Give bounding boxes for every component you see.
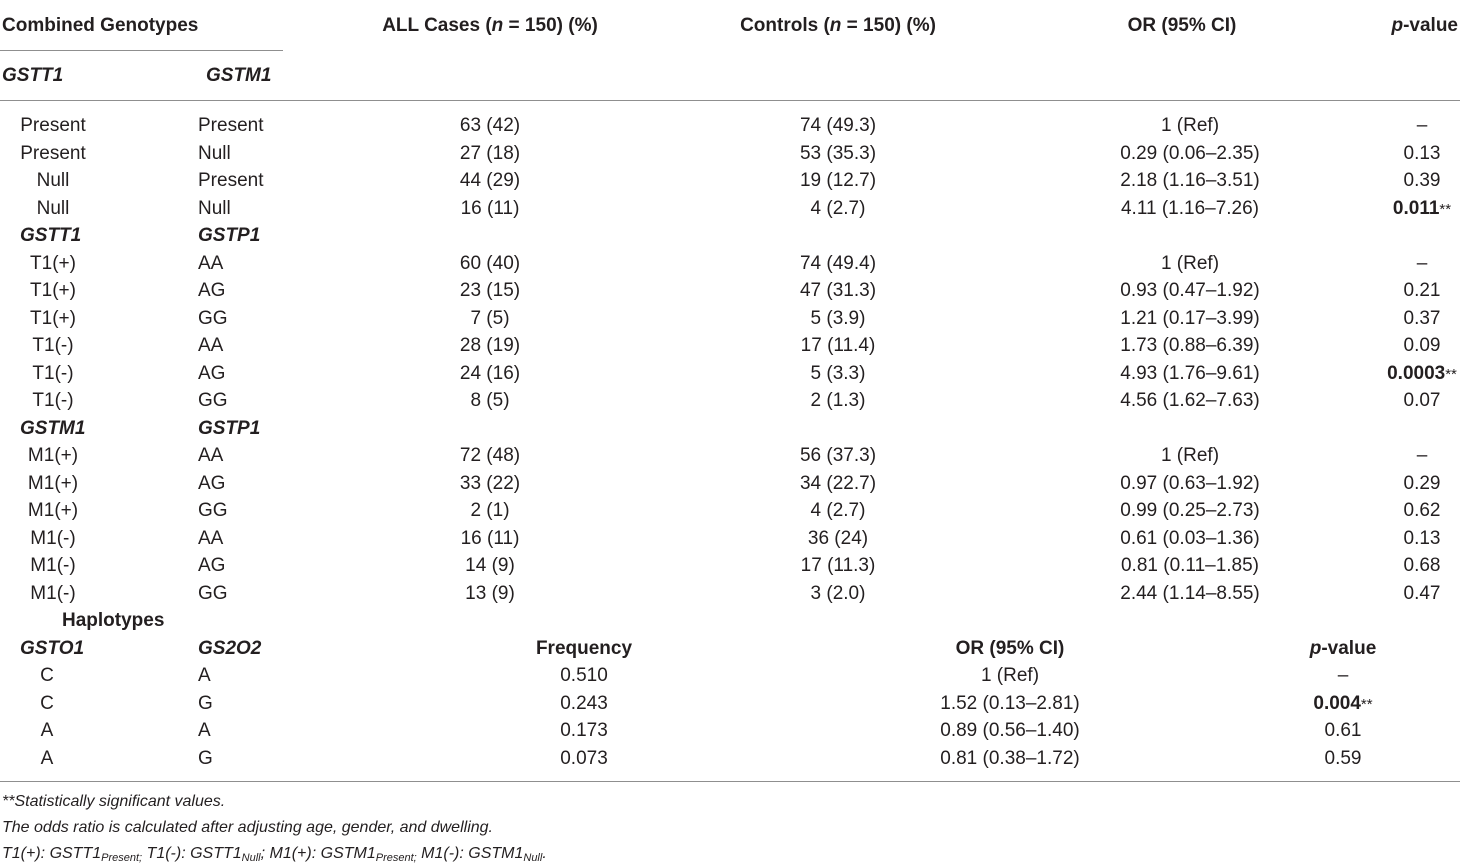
p-value-cell: – xyxy=(1416,253,1428,274)
cases-cell: 16 (11) xyxy=(460,528,520,549)
controls-cell: 4 (2.7) xyxy=(810,500,866,521)
header-or: OR (95% CI) xyxy=(1127,15,1237,36)
or-cell: 4.56 (1.62–7.63) xyxy=(1120,390,1260,411)
or-cell: 0.97 (0.63–1.92) xyxy=(1120,473,1260,494)
controls-cell: 36 (24) xyxy=(807,528,869,549)
or-cell: 0.81 (0.11–1.85) xyxy=(1120,555,1260,576)
genotype-a-cell: T1(-) xyxy=(32,335,74,356)
genotype-a-cell: T1(+) xyxy=(30,308,76,329)
controls-cell: 47 (31.3) xyxy=(799,280,877,301)
header-all-cases: ALL Cases (n = 150) (%) xyxy=(382,15,598,36)
genotype-a-cell: M1(-) xyxy=(30,528,76,549)
header-p-value: p-value xyxy=(1391,15,1458,36)
genotype-b-cell: GG xyxy=(198,500,228,521)
footnote-abbreviations: T1(+): $GSTT1_{Present;}$ T1(-): $GSTT1_{Null}$; M1(+): $GSTM1_{Present;}$ M1(-): $GSTM1_{Null}$. xyxy=(2,845,547,864)
cases-cell: 16 (11) xyxy=(460,198,520,219)
p-value-cell: 0.13 xyxy=(1403,528,1441,549)
cases-cell: 2 (1) xyxy=(470,500,510,521)
or-cell: 4.11 (1.16–7.26) xyxy=(1120,198,1260,219)
cases-cell: 33 (22) xyxy=(459,473,521,494)
section-label-b: GSTP1 xyxy=(198,418,261,439)
or-cell: 0.93 (0.47–1.92) xyxy=(1120,280,1260,301)
haplotype-col-gs2o2: GS2O2 xyxy=(198,638,262,659)
header-controls: Controls (n = 150) (%) xyxy=(740,15,936,36)
genotype-a-cell: T1(+) xyxy=(30,253,76,274)
controls-cell: 56 (37.3) xyxy=(799,445,877,466)
p-value-cell: 0.21 xyxy=(1403,280,1441,301)
cases-cell: 72 (48) xyxy=(459,445,521,466)
or-cell: 1 (Ref) xyxy=(1160,445,1220,466)
controls-cell: 53 (35.3) xyxy=(799,143,877,164)
section-label-a: GSTM1 xyxy=(20,418,86,439)
genotype-a-cell: T1(-) xyxy=(32,390,74,411)
or-cell: 4.93 (1.76–9.61) xyxy=(1120,363,1260,384)
p-value-cell: 0.0003** xyxy=(1387,363,1457,384)
haplotype-or-cell: 1 (Ref) xyxy=(980,665,1040,686)
controls-cell: 5 (3.9) xyxy=(810,308,866,329)
p-value-cell: 0.09 xyxy=(1403,335,1441,356)
or-cell: 2.18 (1.16–3.51) xyxy=(1120,170,1260,191)
haplotype-or-cell: 1.52 (0.13–2.81) xyxy=(940,693,1080,714)
or-cell: 1 (Ref) xyxy=(1160,253,1220,274)
p-value-cell: 0.37 xyxy=(1403,308,1441,329)
controls-cell: 2 (1.3) xyxy=(810,390,866,411)
haplotype-col-frequency: Frequency xyxy=(535,638,633,659)
haplotype-b-cell: G xyxy=(198,693,213,714)
genotype-b-cell: AA xyxy=(198,445,224,466)
genotype-b-cell: AG xyxy=(198,363,226,384)
cases-cell: 14 (9) xyxy=(465,555,515,576)
genotype-b-cell: GG xyxy=(198,308,228,329)
or-cell: 0.29 (0.06–2.35) xyxy=(1120,143,1260,164)
table-bottom-rule xyxy=(0,781,1460,782)
or-cell: 0.61 (0.03–1.36) xyxy=(1120,528,1260,549)
or-cell: 1.21 (0.17–3.99) xyxy=(1120,308,1260,329)
genotype-a-cell: M1(+) xyxy=(27,500,79,521)
cases-cell: 23 (15) xyxy=(459,280,521,301)
p-value-cell: 0.29 xyxy=(1403,473,1441,494)
p-value-cell: – xyxy=(1337,665,1349,686)
footnote-odds-ratio: The odds ratio is calculated after adjusting age, gender, and dwelling. xyxy=(2,819,493,836)
genotype-b-cell: AA xyxy=(198,335,224,356)
genotype-b-cell: AG xyxy=(198,280,226,301)
genotype-b-cell: Null xyxy=(198,143,231,164)
cases-cell: 27 (18) xyxy=(459,143,521,164)
genotype-b-cell: AG xyxy=(198,473,226,494)
cases-cell: 7 (5) xyxy=(470,308,510,329)
genotype-a-cell: T1(+) xyxy=(30,280,76,301)
genotype-b-cell: Present xyxy=(198,115,264,136)
or-cell: 1 (Ref) xyxy=(1160,115,1220,136)
p-value-cell: 0.62 xyxy=(1403,500,1441,521)
p-value-cell: 0.47 xyxy=(1403,583,1441,604)
footnote-significance: **Statistically significant values. xyxy=(2,793,226,810)
or-cell: 2.44 (1.14–8.55) xyxy=(1120,583,1260,604)
haplotype-col-gsto1: GSTO1 xyxy=(20,638,85,659)
haplotype-frequency-cell: 0.510 xyxy=(560,665,608,686)
cases-cell: 28 (19) xyxy=(459,335,521,356)
haplotype-frequency-cell: 0.243 xyxy=(560,693,608,714)
genotype-a-cell: Null xyxy=(36,198,70,219)
or-cell: 0.99 (0.25–2.73) xyxy=(1120,500,1260,521)
haplotype-b-cell: A xyxy=(198,720,211,741)
cases-cell: 60 (40) xyxy=(459,253,521,274)
controls-cell: 4 (2.7) xyxy=(810,198,866,219)
p-value-cell: 0.39 xyxy=(1403,170,1441,191)
genotype-a-cell: M1(-) xyxy=(30,555,76,576)
genotype-b-cell: GG xyxy=(198,583,228,604)
haplotype-a-cell: C xyxy=(40,693,54,714)
p-value-cell: – xyxy=(1416,115,1428,136)
genotype-a-cell: M1(-) xyxy=(30,583,76,604)
haplotype-a-cell: A xyxy=(40,748,54,769)
controls-cell: 19 (12.7) xyxy=(799,170,877,191)
cases-cell: 13 (9) xyxy=(465,583,515,604)
haplotype-col-or: OR (95% CI) xyxy=(955,638,1065,659)
genotype-b-cell: AA xyxy=(198,528,224,549)
controls-cell: 5 (3.3) xyxy=(810,363,866,384)
header-combined-genotypes: Combined Genotypes xyxy=(2,15,199,36)
cases-cell: 44 (29) xyxy=(459,170,521,191)
haplotype-col-p-value: p-value xyxy=(1309,638,1377,659)
cases-cell: 24 (16) xyxy=(459,363,521,384)
haplotype-or-cell: 0.89 (0.56–1.40) xyxy=(940,720,1080,741)
genotype-b-cell: Present xyxy=(198,170,264,191)
genotype-a-cell: Present xyxy=(20,143,86,164)
header-gstm1: GSTM1 xyxy=(206,65,272,86)
p-value-cell: 0.68 xyxy=(1403,555,1441,576)
haplotype-frequency-cell: 0.073 xyxy=(560,748,608,769)
p-value-cell: 0.004** xyxy=(1313,693,1373,714)
haplotype-a-cell: C xyxy=(40,665,54,686)
haplotype-b-cell: G xyxy=(198,748,213,769)
header-gstt1: GSTT1 xyxy=(2,65,64,86)
controls-cell: 17 (11.4) xyxy=(800,335,876,356)
p-value-cell: 0.07 xyxy=(1403,390,1441,411)
cases-cell: 63 (42) xyxy=(459,115,521,136)
genotype-a-cell: M1(+) xyxy=(27,445,79,466)
genotype-a-cell: T1(-) xyxy=(32,363,74,384)
p-value-cell: 0.011** xyxy=(1392,198,1452,219)
haplotype-or-cell: 0.81 (0.38–1.72) xyxy=(940,748,1080,769)
genotype-a-cell: Null xyxy=(36,170,70,191)
haplotype-a-cell: A xyxy=(40,720,54,741)
or-cell: 1.73 (0.88–6.39) xyxy=(1120,335,1260,356)
genotype-b-cell: Null xyxy=(198,198,231,219)
section-label-a: GSTT1 xyxy=(20,225,82,246)
p-value-cell: 0.59 xyxy=(1324,748,1362,769)
header-rule xyxy=(0,100,1460,101)
p-value-cell: – xyxy=(1416,445,1428,466)
genotype-a-cell: Present xyxy=(20,115,86,136)
controls-cell: 3 (2.0) xyxy=(810,583,866,604)
genotype-b-cell: GG xyxy=(198,390,228,411)
cases-cell: 8 (5) xyxy=(470,390,510,411)
controls-cell: 74 (49.3) xyxy=(799,115,877,136)
genotype-b-cell: AA xyxy=(198,253,224,274)
controls-cell: 74 (49.4) xyxy=(799,253,877,274)
p-value-cell: 0.61 xyxy=(1324,720,1362,741)
haplotypes-title: Haplotypes xyxy=(62,610,165,631)
haplotype-frequency-cell: 0.173 xyxy=(560,720,608,741)
genotype-a-cell: M1(+) xyxy=(27,473,79,494)
p-value-cell: 0.13 xyxy=(1403,143,1441,164)
controls-cell: 17 (11.3) xyxy=(800,555,876,576)
haplotype-b-cell: A xyxy=(198,665,211,686)
header-subrule xyxy=(0,50,283,51)
controls-cell: 34 (22.7) xyxy=(799,473,877,494)
genotype-b-cell: AG xyxy=(198,555,226,576)
section-label-b: GSTP1 xyxy=(198,225,261,246)
